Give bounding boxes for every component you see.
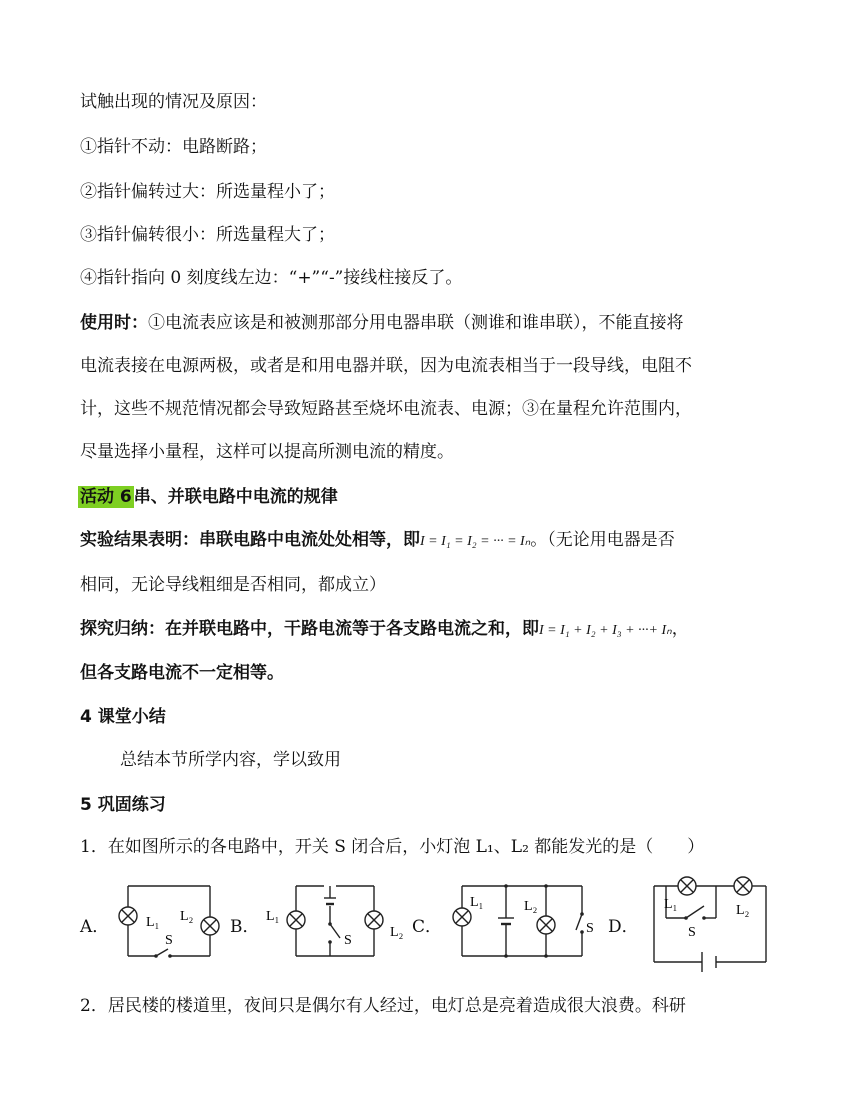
circuit-b-l1-label: L₁ (266, 909, 280, 924)
section-4-body: 总结本节所学内容，学以致用 (120, 750, 341, 770)
usage-paragraph-1 (80, 312, 684, 334)
circuit-c-l2-label: L₂ (524, 899, 538, 914)
explore-formula: I = I₁ + I₂ + I₃ + ···+ Iₙ (539, 623, 672, 638)
line-trial-title: 试触出现的情况及原因： (80, 92, 267, 112)
line-trial-4: ④指针指向 0 刻度线左边：“+”“-”接线柱接反了。 (80, 268, 463, 288)
circuit-a-l2-label: L₂ (180, 909, 194, 924)
usage-paragraph-3: 计，这些不规范情况都会导致短路甚至烧坏电流表、电源；③在量程允许范围内， (80, 399, 692, 419)
circuit-d-l2-label: L₂ (736, 903, 750, 918)
activity-tag: 活动 6 (80, 487, 132, 507)
section-4-title: 4 课堂小结 (80, 707, 166, 727)
option-d-label: D． (608, 917, 639, 937)
circuit-c-s-label: S (586, 921, 594, 936)
section-5-title: 5 巩固练习 (80, 795, 166, 815)
result-line-2: 相同，无论导线粗细是否相同，都成立） (80, 575, 386, 595)
result-tail: 。（无论用电器是否 (530, 530, 675, 550)
line-trial-3: ③指针偏转很小：所选量程大了； (80, 225, 335, 245)
activity-title: 串、并联电路中电流的规律 (133, 487, 338, 507)
usage-label: 使用时： (80, 313, 148, 333)
circuit-b-diagram (262, 880, 412, 964)
line-trial-2: ②指针偏转过大：所选量程小了； (80, 182, 335, 202)
circuit-c-l1-label: L₁ (470, 895, 484, 910)
result-line (80, 529, 675, 553)
question-1-text: 1．在如图所示的各电路中，开关 S 闭合后，小灯泡 L₁、L₂ 都能发光的是（ ） (80, 837, 705, 857)
circuit-b-s-label: S (344, 933, 352, 948)
circuit-b-l2-label: L₂ (390, 925, 404, 940)
option-a-label: A． (80, 917, 110, 937)
circuit-a-diagram (112, 880, 226, 964)
result-formula: I = I₁ = I₂ = ··· = Iₙ (420, 534, 531, 549)
usage-paragraph-4: 尽量选择小量程，这样可以提高所测电流的精度。 (80, 442, 454, 462)
result-label: 实验结果表明：串联电路中电流处处相等，即 (80, 530, 420, 550)
question-2-text: 2．居民楼的楼道里，夜间只是偶尔有人经过，电灯总是亮着造成很大浪费。科研 (80, 996, 686, 1016)
circuit-d-s-label: S (688, 925, 696, 940)
circuit-d-l1-label: L₁ (664, 897, 678, 912)
option-c-label: C． (412, 917, 443, 937)
circuit-c-diagram (440, 880, 600, 964)
explore-line (80, 618, 689, 642)
usage-paragraph-2: 电流表接在电源两极，或者是和用电器并联，因为电流表相当于一段导线，电阻不 (80, 356, 692, 376)
activity-heading (78, 486, 338, 508)
usage-text-1: ①电流表应该是和被测那部分用电器串联（测谁和谁串联），不能直接将 (148, 313, 684, 333)
explore-tail: ， (671, 619, 689, 639)
explore-label: 探究归纳：在并联电路中，干路电流等于各支路电流之和，即 (80, 619, 539, 639)
option-b-label: B． (230, 917, 260, 937)
circuit-d-diagram (642, 866, 782, 976)
explore-line-2: 但各支路电流不一定相等。 (80, 663, 284, 683)
line-trial-1: ①指针不动：电路断路； (80, 137, 267, 157)
circuit-a-l1-label: L₁ (146, 915, 160, 930)
circuit-a-s-label: S (165, 933, 173, 948)
